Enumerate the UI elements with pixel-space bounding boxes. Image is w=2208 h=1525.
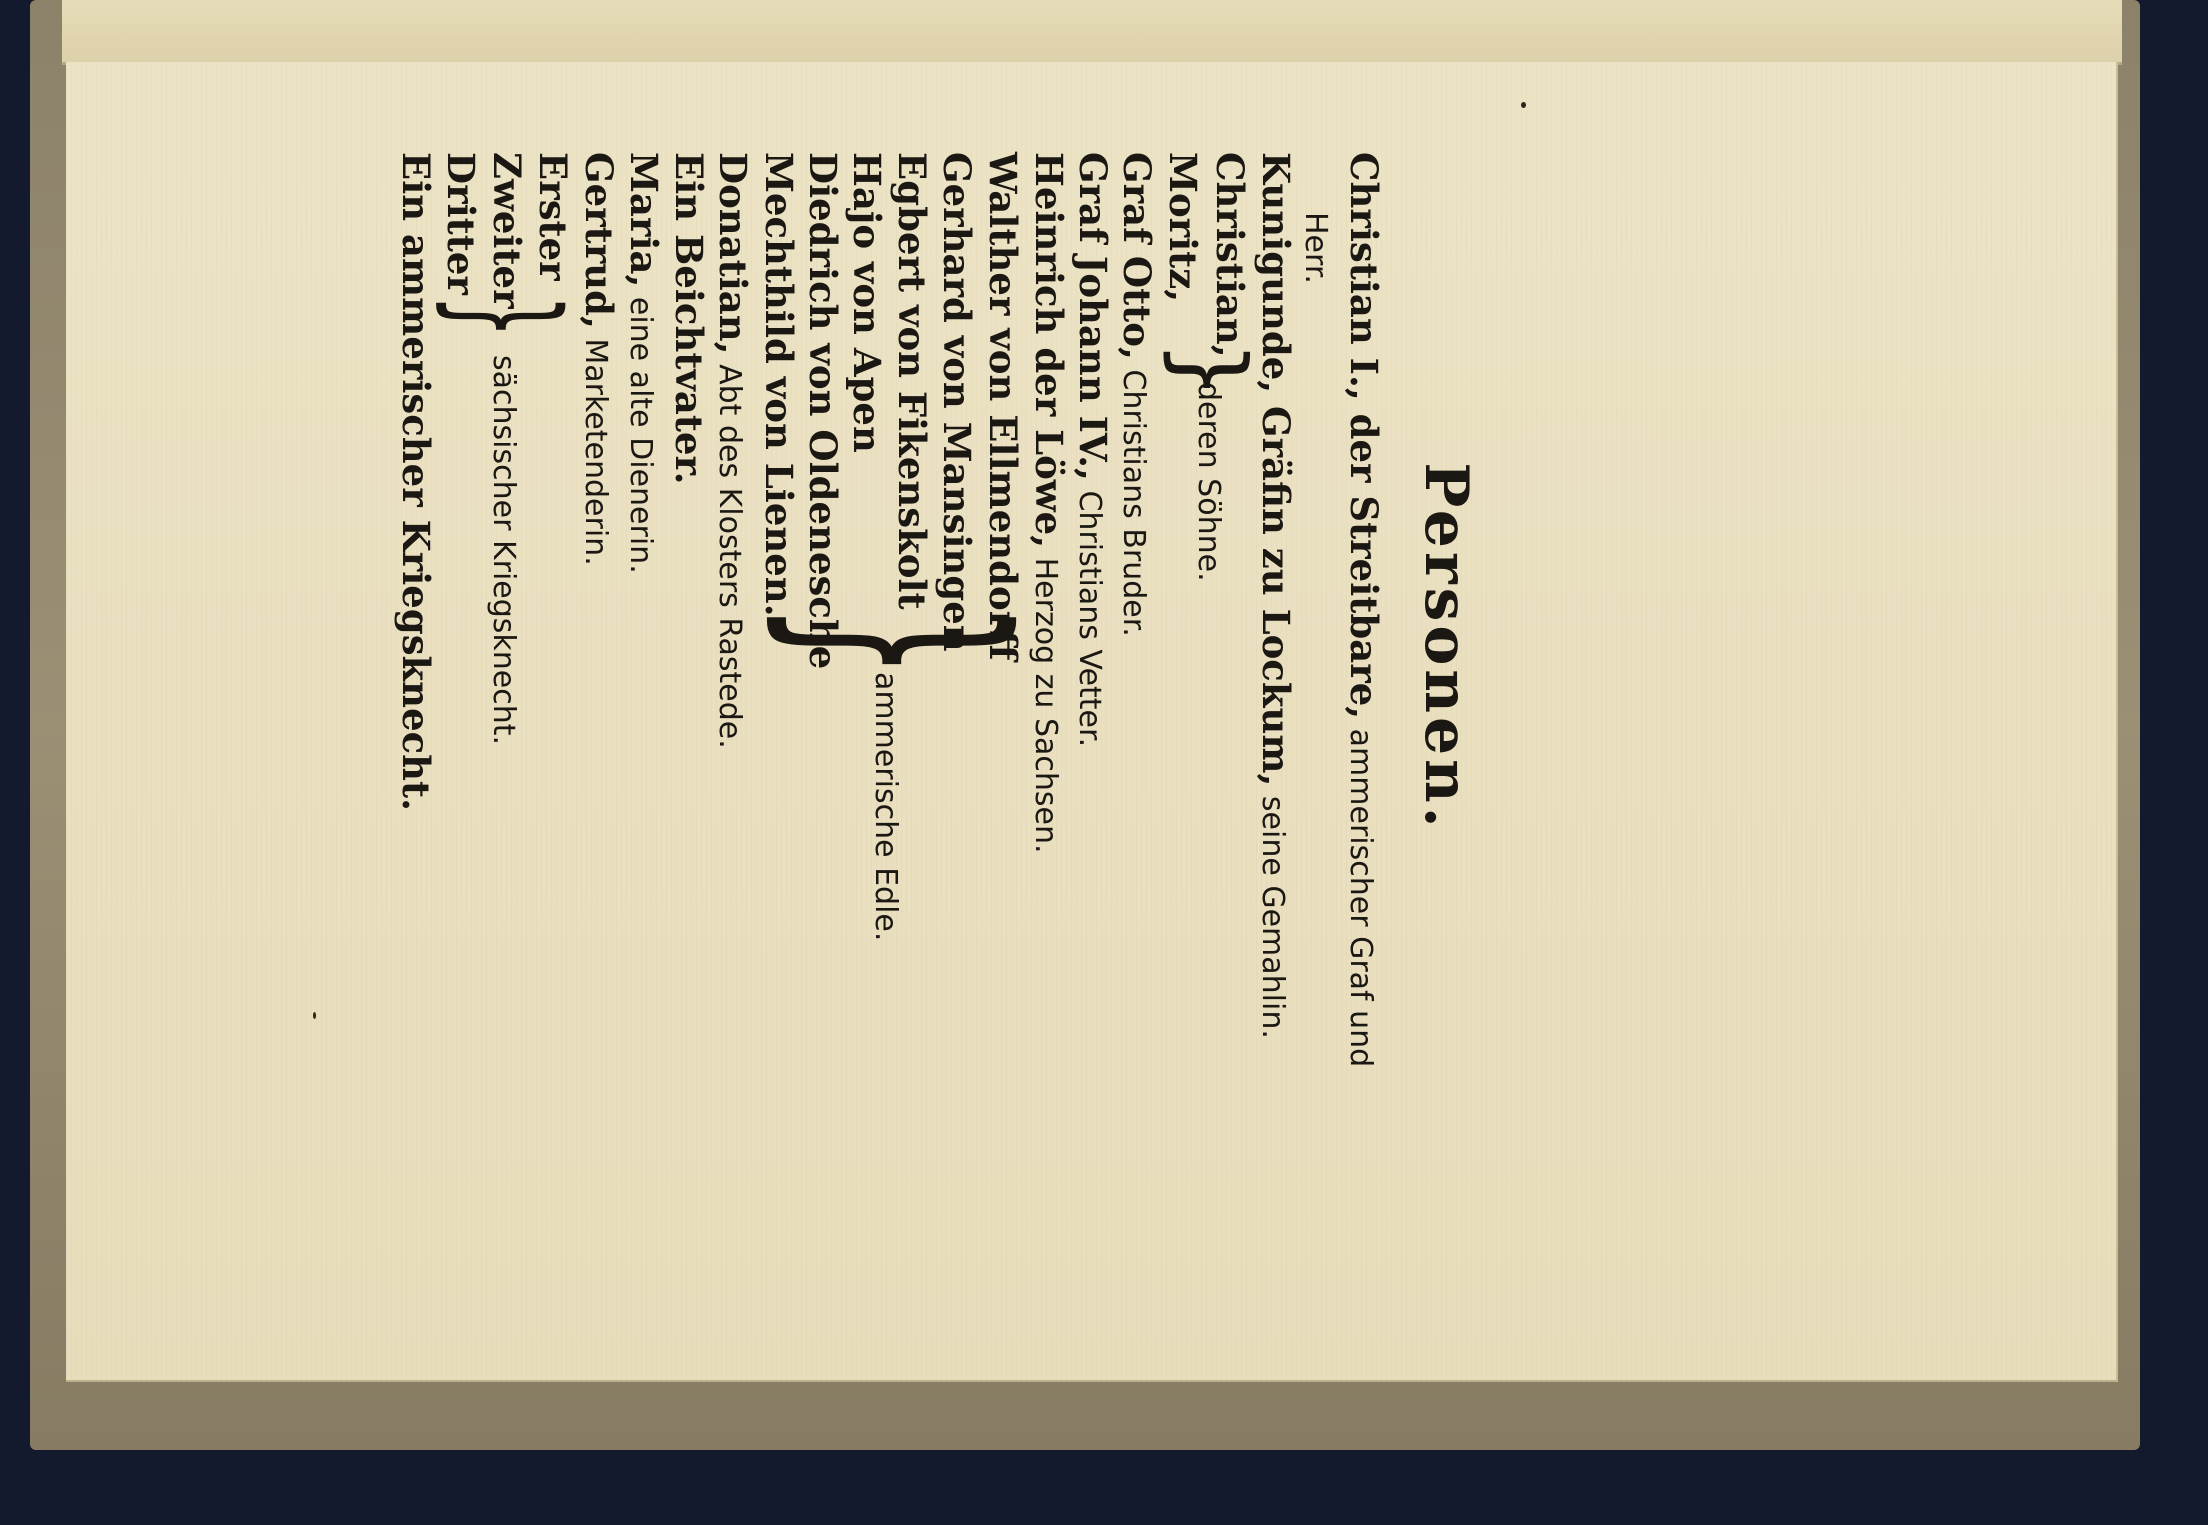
bracket-label-soldiers: sächsischer Kriegsknecht. — [486, 355, 521, 746]
entry-name: Dritter — [439, 152, 483, 295]
brace-nobles: } — [747, 602, 1062, 680]
entry-name: Egbert von Fikenskolt — [890, 152, 934, 610]
entry-diedrich — [801, 152, 845, 669]
entry-moritz — [1161, 152, 1205, 302]
entry-name: Christian, — [1208, 152, 1252, 358]
entry-name: Moritz, — [1161, 152, 1205, 303]
bracket-label-nobles: ammerische Edle. — [868, 672, 903, 942]
entry-name: Ein Beichtvater. — [667, 152, 711, 485]
paper-speck — [313, 1012, 316, 1019]
entry-desc: Herzog zu Sachsen. — [1028, 548, 1063, 854]
entry-name: Donatian, — [711, 152, 755, 355]
entry-desc: Christians Vetter. — [1072, 480, 1107, 748]
entry-desc: Marketenderin. — [578, 328, 613, 566]
entry-beichtvater — [667, 152, 711, 485]
rotated-text-block — [381, 72, 1481, 1272]
entry-name: Walther von Ellmendorff — [981, 152, 1025, 661]
entry-name: Ein ammerischer Kriegsknecht. — [394, 152, 438, 812]
entry-dritter — [439, 152, 483, 295]
entry-name: Zweiter — [485, 152, 529, 309]
entry-name: Gerhard von Mansingen — [935, 152, 979, 652]
entry-gerhard — [935, 152, 979, 652]
entry-desc: Herr. — [1298, 212, 1333, 284]
entry-maria — [622, 152, 666, 574]
entry-name: Kunigunde, Gräfin zu Lockum, — [1254, 152, 1298, 787]
entry-zweiter — [485, 152, 529, 309]
entry-hajo — [845, 152, 889, 453]
entry-walther — [981, 152, 1025, 661]
entry-erster — [531, 152, 575, 281]
entry-mechthild — [757, 152, 801, 617]
entry-desc: seine Gemahlin. — [1255, 786, 1290, 1039]
book-page — [66, 62, 2118, 1382]
entry-graf-otto — [1115, 152, 1159, 637]
entry-gertrud — [577, 152, 621, 566]
entry-kriegsknecht — [394, 152, 438, 811]
entry-desc: ammerischer Graf und — [1343, 719, 1378, 1068]
entry-name: Heinrich der Löwe, — [1027, 152, 1071, 549]
entry-christian-i — [1342, 152, 1386, 1067]
entry-name: Hajo von Apen — [845, 152, 889, 453]
entry-name: Maria, — [622, 152, 666, 288]
bracket-label-sons: deren Söhne. — [1191, 382, 1226, 582]
brace-soldiers: } — [425, 294, 588, 339]
entry-name: Mechthild von Lienen. — [757, 152, 801, 617]
entry-donatian — [711, 152, 755, 749]
entry-name: Graf Johann IV., — [1071, 152, 1115, 481]
brace-sons: } — [1156, 340, 1265, 400]
entry-heinrich — [1027, 152, 1071, 854]
entry-desc: Abt des Klosters Rastede. — [712, 354, 747, 749]
entry-desc: Christians Bruder. — [1116, 359, 1151, 637]
entry-name: Christian I., der Streitbare, — [1342, 152, 1386, 720]
page-title: Personen. — [1411, 462, 1481, 832]
entry-name: Erster — [531, 152, 575, 281]
entry-name: Graf Otto, — [1115, 152, 1159, 360]
entry-egbert — [890, 152, 934, 610]
paper-speck — [1521, 102, 1526, 108]
entry-name: Diedrich von Oldenesche — [801, 152, 845, 670]
entry-continuation — [1297, 212, 1341, 284]
entry-desc: eine alte Dienerin. — [623, 287, 658, 574]
entry-name: Gertrud, — [577, 152, 621, 329]
facing-page-edge — [62, 0, 2122, 65]
entry-christian — [1208, 152, 1252, 358]
entry-graf-johann — [1071, 152, 1115, 747]
entry-kunigunde — [1254, 152, 1298, 1039]
